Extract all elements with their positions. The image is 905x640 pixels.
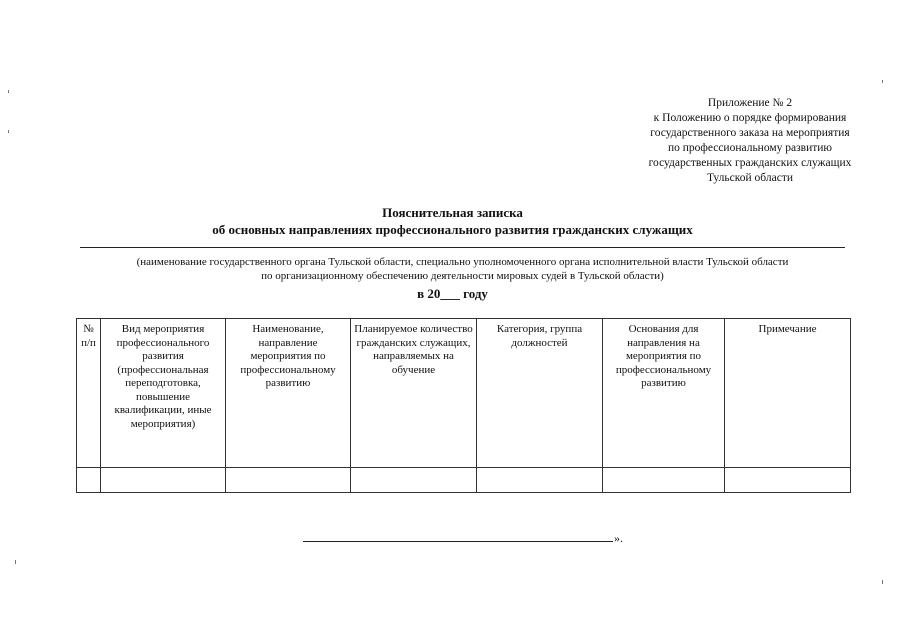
- appendix-block: [600, 96, 900, 186]
- appendix-line: Тульской области: [706, 172, 793, 184]
- document-subtitle: об основных направлениях профессионального развития гражданских служащих: [212, 222, 693, 237]
- table-cell[interactable]: [351, 468, 477, 493]
- header-position-category: Категория, группа должностей: [477, 319, 603, 468]
- header-grounds: Основания для направления на мероприятия по профессиональному развитию: [603, 319, 725, 468]
- table-cell[interactable]: [77, 468, 101, 493]
- table-cell[interactable]: [477, 468, 603, 493]
- header-planned-count: Планируемое количество гражданских служащих, направляемых на обучение: [351, 319, 477, 468]
- scan-artifact: [882, 580, 883, 584]
- table-cell[interactable]: [603, 468, 725, 493]
- appendix-line: к Положению о порядке формирования: [653, 112, 847, 124]
- header-activity-name: Наименование, направление мероприятия по профессиональному развитию: [226, 319, 351, 468]
- table-cell[interactable]: [226, 468, 351, 493]
- scan-artifact: [8, 90, 9, 93]
- year-line: в 20___ году: [417, 286, 488, 301]
- organization-caption-line: по организационному обеспечению деятельности мировых судей в Тульской области): [261, 270, 664, 282]
- organization-caption-line: (наименование государственного органа Тульской области, специально уполномоченного органа исполнительной власти Тульской области: [136, 256, 789, 268]
- table-header-row: [77, 319, 851, 468]
- table-row: [77, 468, 851, 493]
- appendix-line: государственного заказа на мероприятия: [650, 127, 850, 139]
- appendix-line: по профессиональному развитию: [667, 142, 833, 154]
- scan-artifact: [882, 80, 883, 83]
- organization-fill-line: [80, 247, 845, 248]
- closing-quote: ».: [614, 531, 623, 545]
- appendix-line: государственных гражданских служащих: [648, 157, 852, 169]
- appendix-line: Приложение № 2: [707, 97, 793, 109]
- scan-artifact: [8, 130, 9, 133]
- header-number: № п/п: [77, 319, 101, 468]
- header-activity-type: Вид мероприятия профессионального развития (профессиональная переподготовка, повышение квалификации, иные мероприятия): [101, 319, 226, 468]
- plan-table: [76, 318, 851, 493]
- document-title: Пояснительная записка: [382, 205, 523, 220]
- table-cell[interactable]: [101, 468, 226, 493]
- organization-caption: [60, 255, 865, 283]
- scan-artifact: [15, 560, 16, 564]
- table-cell[interactable]: [725, 468, 851, 493]
- header-notes: Примечание: [725, 319, 851, 468]
- closing-fill-line: [303, 541, 613, 542]
